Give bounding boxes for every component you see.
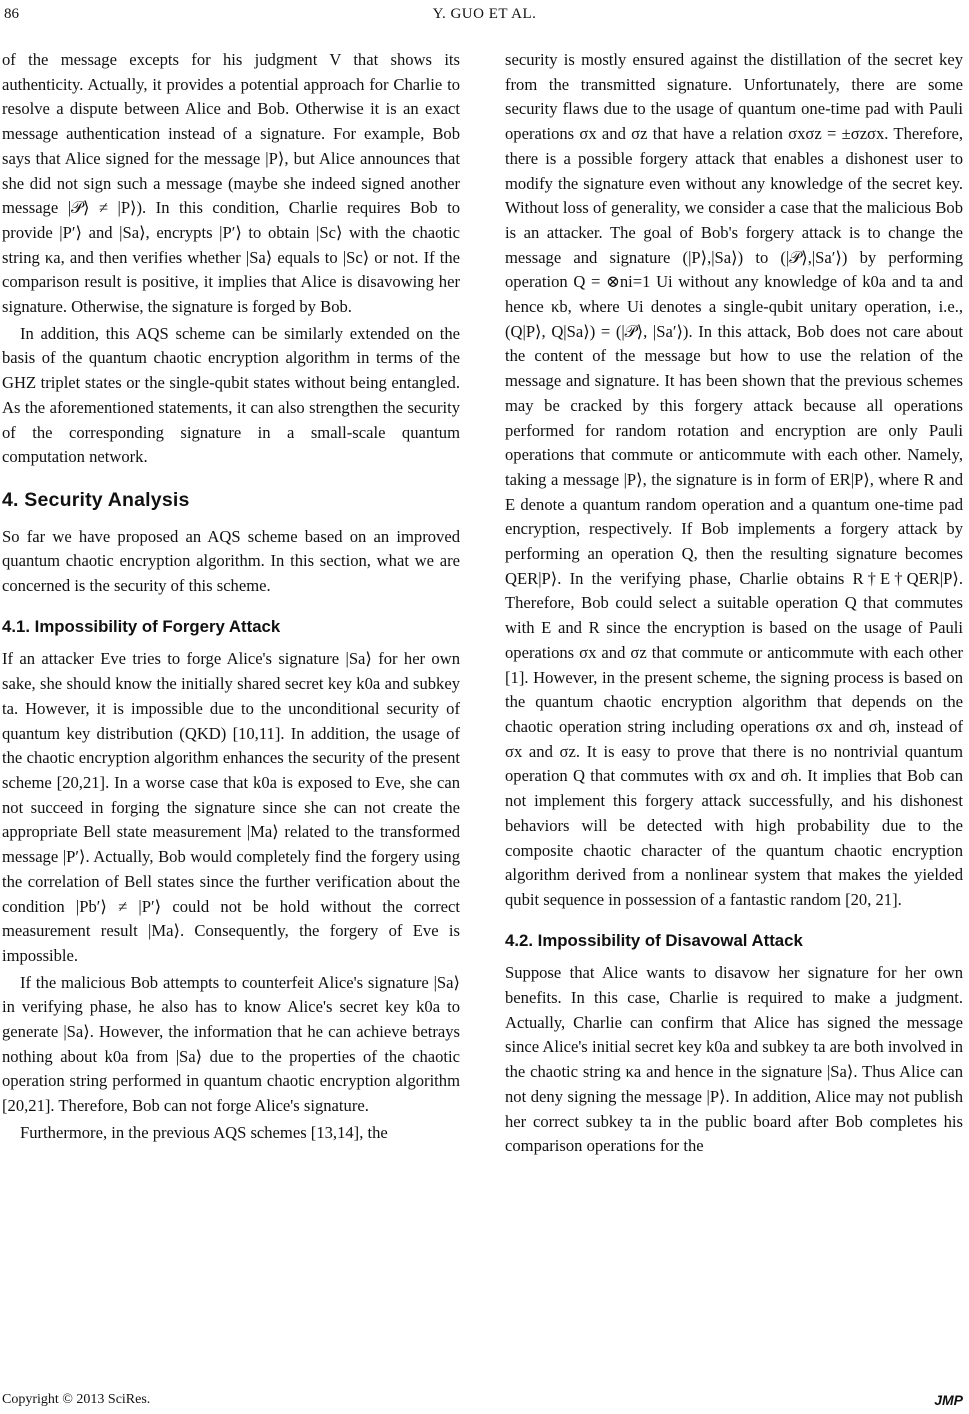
copyright-notice: Copyright © 2013 SciRes. bbox=[2, 1392, 151, 1407]
left-paragraph-1: of the message excepts for his judgment V that shows its authenticity. Actually, it provides a potential approach for Charlie to resolve a dispute between Alice and Bob. Otherwise it is an exact message authentication instead of a signature. For example, Bob says that Alice signed for the message |P⟩, but Alice announces that she did not sign such a message (maybe she indeed signed another message |𝒫⟩ ≠ |P⟩). In this condition, Charlie requires Bob to provide |P′⟩ and |Sa⟩, encrypts |P′⟩ to obtain |Sc⟩ with the chaotic string κa, and then verifies whether |Sa⟩ equals to |Sc⟩ or not. If the comparison result is positive, it implies that Alice is disavowing her signature. Otherwise, the signature is forged by Bob. bbox=[2, 50, 460, 317]
page-footer bbox=[0, 1392, 969, 1412]
left-paragraph-3: So far we have proposed an AQS scheme based on an improved quantum chaotic encryption algorithm. In this section, what we are concerned is the security of this scheme. bbox=[2, 526, 460, 596]
subsection-4-2-heading: 4.2. Impossibility of Disavowal Attack bbox=[505, 930, 803, 950]
page-header bbox=[0, 0, 969, 34]
left-paragraph-6: Furthermore, in the previous AQS schemes [13,14], the bbox=[20, 1122, 388, 1142]
page-number: 86 bbox=[4, 6, 19, 22]
left-column bbox=[2, 48, 460, 1146]
left-paragraph-2: In addition, this AQS scheme can be similarly extended on the basis of the quantum chaotic encryption algorithm in terms of the GHZ triplet states or the single-qubit states without being entangled. As the aforementioned statements, it can also strengthen the security of the corresponding signature in a small-scale quantum computation network. bbox=[2, 323, 460, 467]
left-paragraph-5: If the malicious Bob attempts to counterfeit Alice's signature |Sa⟩ in verifying phase, he also has to know Alice's secret key k0a to generate |Sa⟩. However, the information that he can achieve betrays nothing about k0a from |Sa⟩ due to the properties of the chaotic operation string performed in quantum chaotic encryption algorithm [20,21]. Therefore, Bob can not forge Alice's signature. bbox=[2, 972, 460, 1116]
left-paragraph-4: If an attacker Eve tries to forge Alice's signature |Sa⟩ for her own sake, she should know the initially shared secret key k0a and subkey ta. However, it is impossible due to the unconditional security of quantum key distribution (QKD) [10,11]. In addition, the usage of the chaotic encryption algorithm enhances the security of the present scheme [20,21]. In a worse case that k0a is exposed to Eve, she can not succeed in forging the signature since she can not create the appropriate Bell state measurement |Ma⟩ related to the transformed message |P′⟩. Actually, Bob would completely find the forgery using the correlation of Bell states since the further verification about the condition |Pb′⟩ ≠ |P′⟩ could not be hold without the correct measurement result |Ma⟩. Consequently, the forgery of Eve is impossible. bbox=[2, 649, 460, 965]
section-4-heading: 4. Security Analysis bbox=[2, 488, 190, 511]
right-column bbox=[505, 48, 963, 1159]
right-paragraph-2: Suppose that Alice wants to disavow her signature for her own benefits. In this case, Charlie is required to make a judgment. Actually, Charlie can confirm that Alice has signed the message since Alice's initial secret key k0a and subkey ta are both involved in the chaotic string κa and hence in the signature |Sa⟩. Thus Alice can not deny signing the message |P⟩. In addition, Alice may not publish her correct subkey ta in the public board after Bob completes his comparison operations for the bbox=[505, 963, 963, 1156]
running-title: Y. GUO ET AL. bbox=[432, 6, 537, 22]
subsection-4-1-heading: 4.1. Impossibility of Forgery Attack bbox=[2, 616, 281, 636]
right-paragraph-1: security is mostly ensured against the distillation of the secret key from the transmitted signature. Unfortunately, there are some security flaws due to the usage of quantum one-time pad with Pauli operations σx and σz that have a relation σxσz = ±σzσx. Therefore, there is a possible forgery attack that enables a dishonest user to modify the signature even without any knowledge of the secret key. Without loss of generality, we consider a case that the malicious Bob is an attacker. The goal of Bob's forgery attack is to change the message and signature (|P⟩,|Sa⟩) to (|𝒫⟩,|Sa′⟩) by performing operation Q = ⊗ni=1 Ui without any knowledge of k0a and ta and hence κb, where Ui denotes a single-qubit unitary operation, i.e., (Q|P⟩, Q|Sa⟩) = (|𝒫⟩, |Sa′⟩). In this attack, Bob does not care about the content of the message but how to use the relation of the message and signature. It has been shown that the previous schemes may be cracked by this forgery attack because all operations performed for random rotation and encryption are only Pauli operations that commute or anticommute with each other. Namely, taking a message |P⟩, the signature is in form of ER|P⟩, where R and E denote a quantum random operation and a quantum one-time pad encryption, respectively. If Bob implements a forgery attack by performing an operation Q, then the resulting signature becomes QER|P⟩. In the verifying phase, Charlie obtains R†E†QER|P⟩. Therefore, Bob could select a suitable operation Q that commutes with E and R since the encryption is based on the usage of Pauli operations σx and σz that commute or anticommute with each other [1]. However, in the present scheme, the signing process is based on the quantum chaotic encryption algorithm that depends on the chaotic operation string including operations σx and σh, instead of σx and σz. It is easy to prove that there is no nontrivial quantum operation Q that commutes with σx and σh. It implies that Bob can not implement this forgery attack successfully, and his dishonest behaviors will be detected with high probability due to the composite chaotic character of the quantum chaotic encryption algorithm derived from a nonlinear system that makes the yielded qubit sequence in possession of a fantastic random [20, 21]. bbox=[505, 50, 963, 909]
journal-abbreviation: JMP bbox=[934, 1392, 963, 1408]
